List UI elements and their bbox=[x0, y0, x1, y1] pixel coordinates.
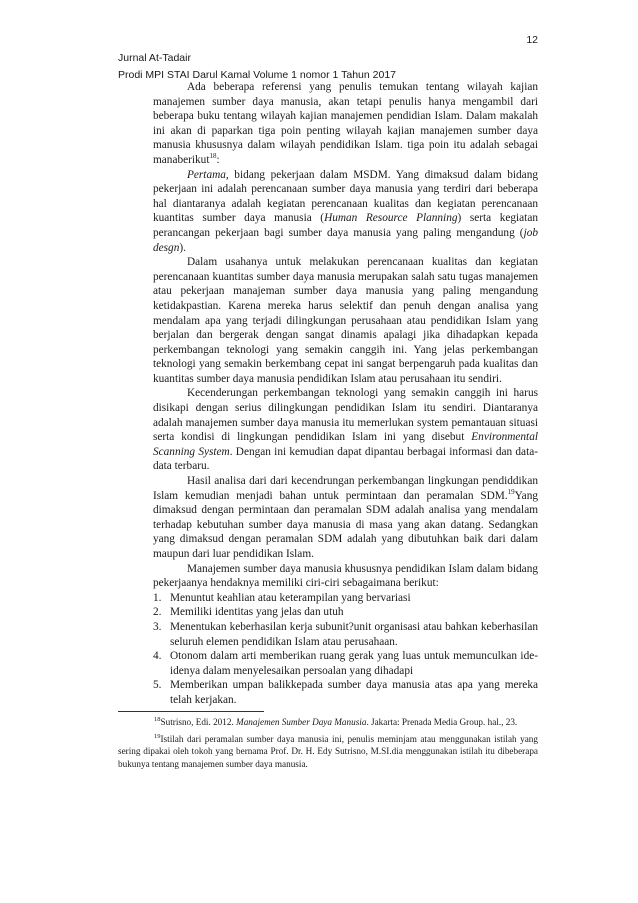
list-item-text: Otonom dalam arti memberikan ruang gerak yang luas untuk memunculkan ide-idenya dalam menyelesaikan persoalan yang dihadapi bbox=[170, 650, 538, 677]
journal-header: Jurnal At-Tadair bbox=[118, 52, 191, 64]
list-item-text: Memiliki identitas yang jelas dan utuh bbox=[170, 606, 344, 619]
footnote-divider bbox=[118, 711, 264, 712]
list-item-number: 5. bbox=[153, 679, 162, 692]
footnote-18-text-a: Sutrisno, Edi. 2012. bbox=[160, 717, 237, 727]
footnote-18-number: 18 bbox=[154, 715, 161, 723]
list-item-text: Memberikan umpan balikkepada sumber daya manusia atas apa yang mereka telah kerjakan. bbox=[170, 679, 538, 706]
list-item-number: 4. bbox=[153, 650, 162, 663]
list-item-text: Menentukan keberhasilan kerja subunit?unit organisasi atau bahkan keberhasilan seluruh elemen pendidikan Islam atau perusahaan. bbox=[170, 620, 538, 648]
paragraph-1-text: Ada beberapa referensi yang penulis temukan tentang wilayah kajian manajemen sumber daya manusia, akan tetapi penulis hanya mengambil dari beberapa buku tentang wilayah kajian manajemen pendidian Islam. Dalam makalah ini akan di paparkan tiga poin penting wilayah kajian manajemen sumber daya manusia khususnya dalam wilayah pendidikan Islam. tiga poin itu adalah sebagai manaberikut bbox=[153, 81, 538, 166]
term-job-design: job desgn bbox=[153, 226, 538, 254]
term-hrp: Human Resource Planning bbox=[324, 212, 458, 225]
list-item-number: 1. bbox=[153, 591, 162, 604]
body-text bbox=[153, 80, 538, 708]
page-number: 12 bbox=[526, 34, 538, 46]
paragraph-2 bbox=[153, 168, 538, 256]
program-header: Prodi MPI STAI Darul Kamal Volume 1 nomor 1 Tahun 2017 bbox=[118, 69, 397, 81]
paragraph-5-text-a: Hasil analisa dari dari kecendrungan perkembangan lingkungan pendiddikan Islam kemudian menjadi bahan untuk permintaan dan peramalan SDM. bbox=[153, 475, 538, 502]
paragraph-4-text-a: Kecenderungan perkembangan teknologi yang semakin canggih ini harus disikapi dengan serius dilingkungan pendidikan Islam itu sendiri. Diantaranya adalah manajemen sumber daya manusia itu memerlukan system pemantauan situasi serta kondisi di lingkungan pendidikan Islam ini yang disebut bbox=[153, 387, 538, 444]
paragraph-2-lead: Pertama, bbox=[187, 168, 229, 181]
paragraph-2-text-c: ). bbox=[179, 241, 186, 254]
paragraph-1-end: : bbox=[216, 153, 220, 166]
footnotes bbox=[118, 716, 538, 774]
characteristics-list bbox=[153, 591, 538, 708]
footnote-ref-18: 18 bbox=[209, 152, 217, 161]
footnote-18-title: Manajemen Sumber Daya Manusia bbox=[236, 717, 367, 727]
list-item-text: Menuntut keahlian atau keterampilan yang bervariasi bbox=[170, 591, 411, 604]
footnote-19-number: 19 bbox=[154, 732, 161, 740]
list-item bbox=[153, 620, 538, 649]
paragraph-3: Dalam usahanya untuk melakukan perencanaan kualitas dan kegiatan perencanaan kuantitas sumber daya manusia merupakan salah satu tugas manajemen atau pekerjaan manajeman sumber daya manusia yang paling mengandung ketidakpastian. Karena mereka harus selektif dan penuh dengan analisa yang mendalam apa yang terjadi dilingkungan perusahaan atau pendidikan Islam yang berjalan dan bergerak dengan sangat dinamis apalagi jika dihadapkan kepada perkembangan teknologi yang semakin canggih ini. Yang jelas perkembangan teknologi yang semakin berkembang cepat ini sangat berpengaruh pada kualitas dan kuantitas sumber daya manusia pendidikan Islam atau perusahaan itu sendiri. bbox=[153, 256, 538, 385]
footnote-19 bbox=[118, 733, 538, 771]
paragraph-6: Manajemen sumber daya manusia khususnya pendidikan Islam dalam bidang pekerjaanya hendaknya memiliki ciri-ciri sebagaimana berikut: bbox=[153, 562, 538, 590]
list-item-number: 3. bbox=[153, 620, 162, 633]
paragraph-2-text-a: bidang pekerjaan dalam MSDM. Yang dimaksud dalam bidang pekerjaan ini adalah perencanaan sumber daya manusia yang terdiri dari beberapa hal diantaranya adalah kegiatan perencanaan kualitas dan kegiatan perencanaan kuantitas sumber daya manusia ( bbox=[153, 168, 538, 225]
paragraph-4-text-b: . Dengan ini kemudian dapat dipantau berbagai informasi dan data-data terbaru. bbox=[153, 445, 538, 473]
list-item bbox=[153, 605, 538, 620]
paragraph-4 bbox=[153, 386, 538, 474]
list-item bbox=[153, 649, 538, 678]
paragraph-2-text-b: ) serta kegiatan perancangan pekerjaan bagi sumber daya manusia yang paling mengandung ( bbox=[153, 212, 538, 239]
footnote-19-text: Istilah dari peramalan sumber daya manusia ini, penulis meminjam atau menggunakan istilah yang sering dipakai oleh tokoh yang bernama Prof. Dr. H. Edy Sutrisno, M.SI.dia menggunakan istilah itu dibeberapa bukunya tentang manajemen sumber daya manusia. bbox=[118, 733, 538, 769]
paragraph-1 bbox=[153, 80, 538, 168]
footnote-ref-19: 19 bbox=[507, 487, 515, 496]
list-item-number: 2. bbox=[153, 606, 162, 619]
paragraph-5-text-b: Yang dimaksud dengan permintaan dan peramalan SDM adalah analisa yang mendalam terhadap kebutuhan sumber daya manusia di masa yang akan datang. Sedangkan yang dimaksud dengan peramalan SDM adalah yang dibutuhkan baik dari dalam maupun dari luar pendidikan Islam. bbox=[153, 489, 538, 560]
footnote-18-text-b: . Jakarta: Prenada Media Group. hal., 23. bbox=[366, 717, 518, 727]
list-item bbox=[153, 678, 538, 707]
term-environmental-scanning: Environmental Scanning System bbox=[153, 431, 538, 458]
paragraph-5 bbox=[153, 474, 538, 562]
list-item bbox=[153, 591, 538, 606]
footnote-18 bbox=[118, 716, 538, 729]
